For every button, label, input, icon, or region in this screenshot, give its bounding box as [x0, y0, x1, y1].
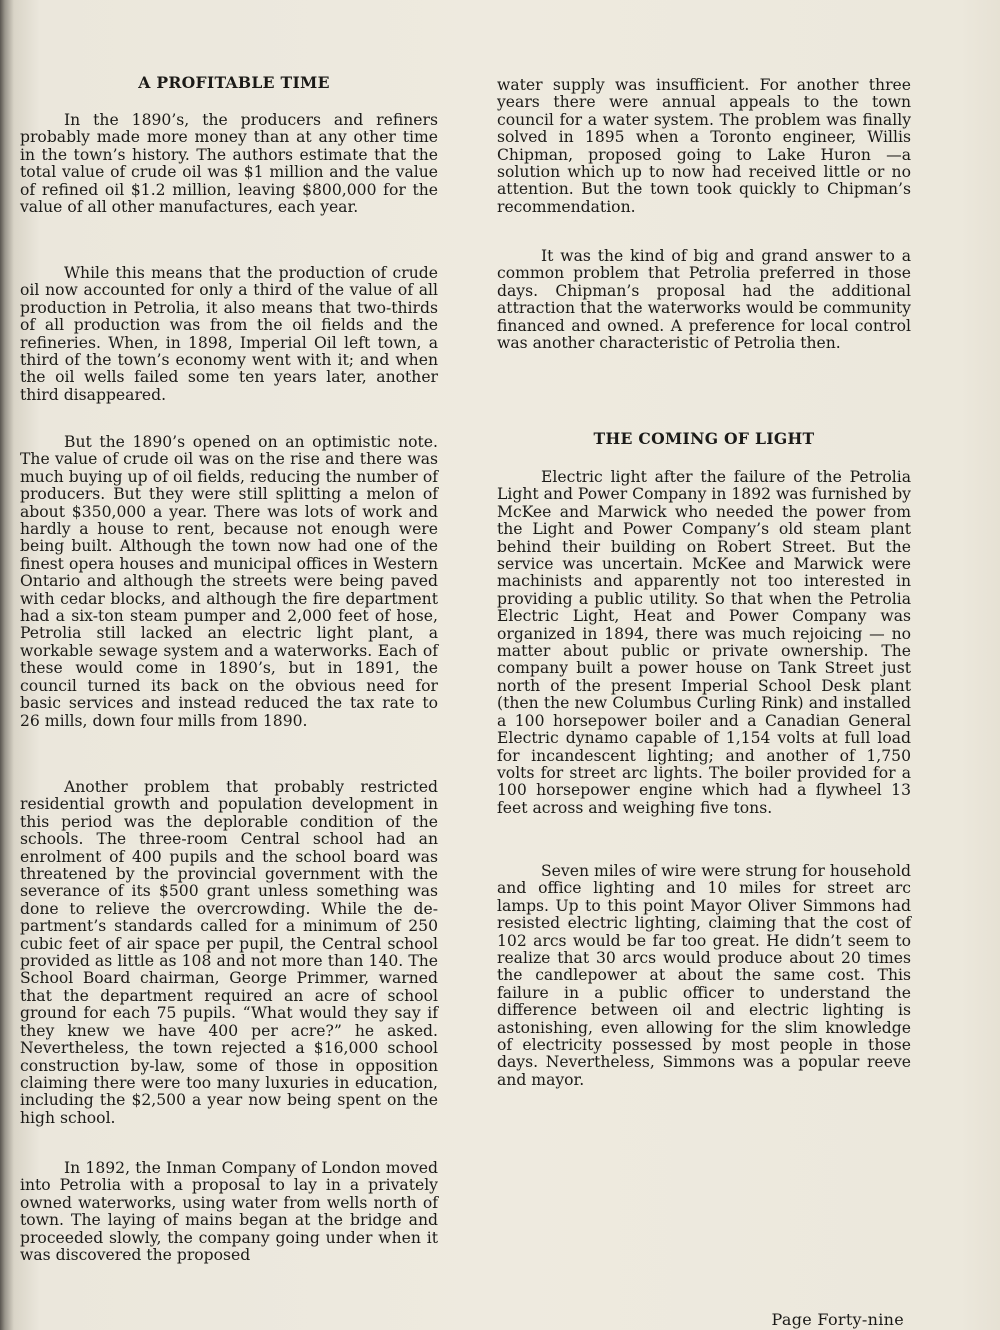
section-heading-profitable-time: A PROFITABLE TIME: [138, 73, 330, 92]
paragraph: Another problem that probably restricted residential growth and population development in this period was the deplorable condition of the schools. The three-room Central school had an enrolment of 400 pupils and the school board was threatened by the provincial government with the severance of its $500 grant unless something was done to relieve the overcrowding. While the department’s standards called for a minimum of 250 cubic feet of air space per pupil, the Central school provided as little as 108 and not more than 140. The School Board chairman, George Primmer, warned that the department required an acre of school ground for each 75 pupils. “What would they say if they knew we have 400 per acre?” he asked. Nevertheless, the town rejected a $16,000 school construction by-law, some of those in opposition claiming there were too many luxuries in education, including the $2,500 a year now being spent on the high school.: [20, 778, 438, 1127]
paragraph: In the 1890’s, the producers and refiners probably made more money than at any other time in the town’s history. The authors estimate that the total value of crude oil was $1 million and the value of refined oil $1.2 million, leaving $800,000 for the value of all other manufactures, each year.: [20, 111, 438, 217]
paragraph: In 1892, the Inman Company of London moved into Petrolia with a proposal to lay in a privately owned waterworks, using water from wells north of town. The laying of mains began at the bridge and proceeded slowly, the company going under when it was discovered the proposed: [20, 1159, 438, 1265]
paragraph: Electric light after the failure of the Petrolia Light and Power Company in 1892 was furnished by McKee and Marwick who needed the power from the Light and Power Company’s old steam plant behind their building on Robert Street. But the service was uncertain. McKee and Marwick were machinists and apparently not too interested in providing a public utility. So that when the Petrolia Electric Light, Heat and Power Company was organized in 1894, there was much rejoicing — no matter about public or private ownership. The company built a power house on Tank Street just north of the present Imperial School Desk plant (then the new Columbus Curling Rink) and installed a 100 horsepower boiler and a Canadian General Electric dynamo capable of 1,154 volts at full load for incandescent lighting; and another of 1,750 volts for street arc lights. The boiler provided for a 100 horsepower engine which had a flywheel 13 feet across and weighing five tons.: [497, 468, 911, 817]
page-number: Page Forty-nine: [771, 1310, 904, 1329]
paragraph: But the 1890’s opened on an optimistic note. The value of crude oil was on the rise and there was much buying up of oil fields, reducing the number of producers. But they were still splitting a melon of about $350,000 a year. There was lots of work and hardly a house to rent, because not enough were being built. Although the town now had one of the finest opera houses and municipal offices in Western Ontario and although the streets were being paved with cedar blocks, and although the fire department had a six-ton steam pumper and 2,000 feet of hose, Petrolia still lacked an electric light plant, a workable sewage system and a waterworks. Each of these would come in 1890’s, but in 1891, the council turned its back on the obvious need for basic services and instead reduced the tax rate to 26 mills, down four mills from 1890.: [20, 433, 438, 730]
paragraph: It was the kind of big and grand answer to a common problem that Petrolia preferred in those days. Chipman’s proposal had the additional attraction that the waterworks would be community financed and owned. A preference for local control was another characteristic of Petrolia then.: [497, 247, 911, 353]
paragraph: While this means that the production of crude oil now accounted for only a third of the value of all production in Petrolia, it also means that two-thirds of all production was from the oil fields and the refineries. When, in 1898, Imperial Oil left town, a third of the town’s economy went with it; and when the oil wells failed some ten years later, another third disappeared.: [20, 264, 438, 404]
section-heading-coming-of-light: THE COMING OF LIGHT: [593, 429, 815, 448]
paragraph: water supply was insufficient. For another three years there were annual appeals to the town council for a water system. The problem was finally solved in 1895 when a Toronto engineer, Willis Chipman, proposed going to Lake Huron —a solution which up to now had received little or no attention. But the town took quickly to Chipman’s recommendation.: [497, 76, 911, 216]
paragraph: Seven miles of wire were strung for household and office lighting and 10 miles for street arc lamps. Up to this point Mayor Oliver Simmons had resisted electric lighting, claiming that the cost of 102 arcs would be far too great. He didn’t seem to realize that 30 arcs would produce about 20 times the candlepower at about the same cost. This failure in a public officer to understand the difference between oil and electric lighting is astonishing, even allowing for the slim knowledge of electricity possessed by most people in those days. Nevertheless, Simmons was a popular reeve and mayor.: [497, 862, 911, 1089]
